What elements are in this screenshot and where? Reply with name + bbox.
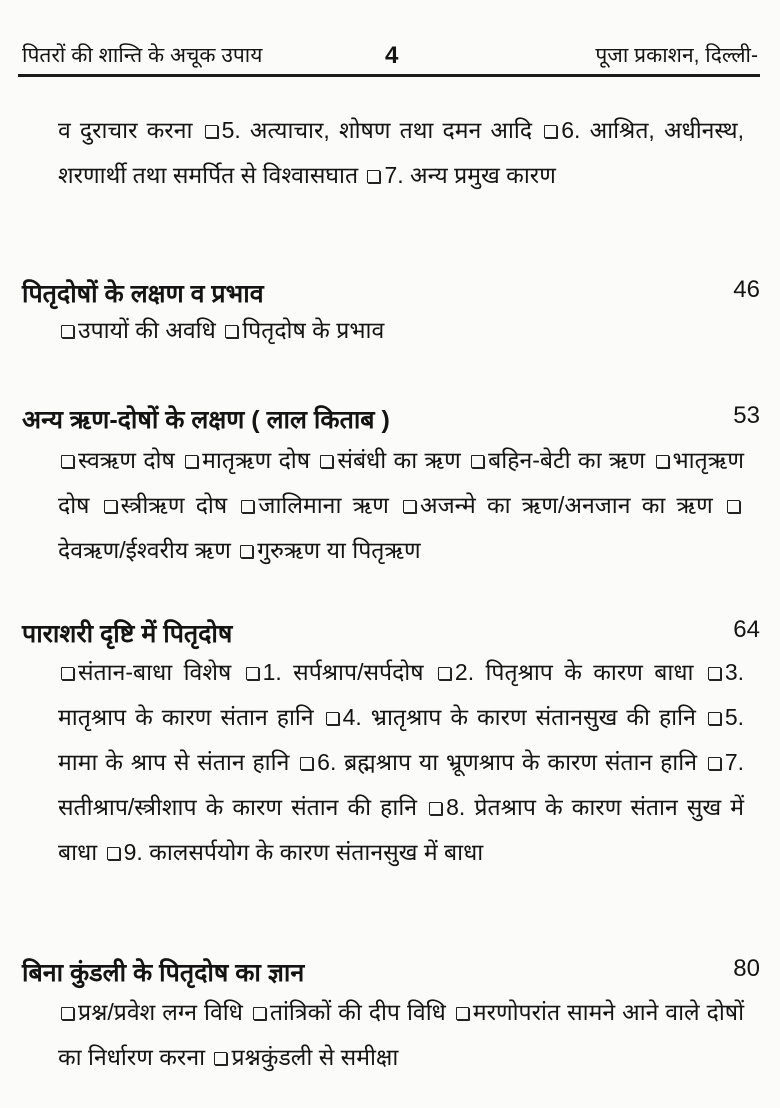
toc-entry-items (58, 990, 744, 1080)
running-head (22, 38, 758, 74)
toc-item: मरणोपरांत सामने आने वाले दोषों का निर्धारण करना (58, 999, 745, 1070)
checkbox-bullet-icon (240, 545, 253, 558)
checkbox-bullet-icon (104, 500, 117, 513)
checkbox-bullet-icon (367, 170, 380, 183)
toc-entry-items (58, 650, 744, 875)
checkbox-bullet-icon (438, 667, 451, 680)
toc-entry-page: 53 (733, 402, 760, 429)
toc-item: 3. मातृश्राप के कारण संतान हानि (58, 659, 744, 730)
checkbox-bullet-icon (185, 455, 198, 468)
checkbox-bullet-icon (320, 455, 333, 468)
page-number: 4 (385, 42, 399, 69)
toc-item: 1. सर्पश्राप/सर्पदोष (262, 659, 424, 685)
toc-item: जालिमाना ऋण (258, 492, 389, 518)
publisher: पूजा प्रकाशन, दिल्ली- (595, 44, 758, 67)
checkbox-bullet-icon (61, 325, 74, 338)
toc-entry-title: पितृदोषों के लक्षण व प्रभाव (22, 280, 264, 308)
toc-item: 7. अन्य प्रमुख कारण (384, 162, 556, 188)
toc-item: भातृऋण दोष (58, 447, 744, 518)
book-title: पितरों की शान्ति के अचूक उपाय (22, 44, 263, 67)
checkbox-bullet-icon (205, 125, 218, 138)
toc-entry-title: बिना कुंडली के पितृदोष का ज्ञान (22, 959, 305, 987)
checkbox-bullet-icon (708, 667, 721, 680)
checkbox-bullet-icon (656, 455, 669, 468)
checkbox-bullet-icon (544, 125, 557, 138)
checkbox-bullet-icon (708, 712, 721, 725)
checkbox-bullet-icon (225, 325, 238, 338)
toc-item: उपायों की अवधि (78, 317, 216, 343)
checkbox-bullet-icon (727, 500, 740, 513)
toc-item: पितृदोष के प्रभाव (242, 317, 385, 343)
toc-item: 9. कालसर्पयोग के कारण संतानसुख में बाधा (123, 839, 484, 865)
toc-item: गुरुऋण या पितृऋण (257, 537, 421, 563)
checkbox-bullet-icon (471, 455, 484, 468)
toc-item: अजन्मे का ऋण/अनजान का ऋण (420, 492, 713, 518)
toc-entry-title: पाराशरी दृष्टि में पितृदोष (22, 620, 233, 648)
checkbox-bullet-icon (61, 667, 74, 680)
toc-entry-page: 46 (733, 276, 760, 303)
toc-item: 4. भ्रातृश्राप के कारण संतानसुख की हानि (342, 704, 696, 730)
toc-item: संबंधी का ऋण (337, 447, 461, 473)
toc-item: स्वऋण दोष (78, 447, 175, 473)
checkbox-bullet-icon (456, 1007, 469, 1020)
checkbox-bullet-icon (214, 1052, 227, 1065)
toc-item: देवऋण/ईश्वरीय ऋण (58, 537, 231, 563)
checkbox-bullet-icon (403, 500, 416, 513)
toc-item: व दुराचार करना (58, 117, 193, 143)
toc-entry-items (58, 438, 744, 573)
toc-entry-page: 64 (733, 616, 760, 643)
toc-item: 6. ब्रह्मश्राप या भ्रूणश्राप के कारण संतान हानि (317, 749, 697, 775)
checkbox-bullet-icon (61, 455, 74, 468)
checkbox-bullet-icon (300, 757, 313, 770)
checkbox-bullet-icon (253, 1007, 266, 1020)
checkbox-bullet-icon (107, 847, 120, 860)
checkbox-bullet-icon (241, 500, 254, 513)
toc-item: 8. प्रेतश्राप के कारण संतान सुख में बाधा (58, 794, 744, 865)
toc-item: 5. मामा के श्राप से संतान हानि (58, 704, 745, 775)
toc-item: प्रश्न/प्रवेश लग्न विधि (78, 999, 243, 1025)
toc-item: प्रश्नकुंडली से समीक्षा (231, 1044, 399, 1070)
toc-item: 6. आश्रित, अधीनस्थ, शरणार्थी तथा समर्पित से विश्वासघात (58, 117, 744, 188)
continued-entry (58, 108, 744, 198)
checkbox-bullet-icon (246, 667, 259, 680)
toc-entry-page: 80 (733, 955, 760, 982)
toc-item: बहिन-बेटी का ऋण (488, 447, 646, 473)
toc-entry-title: अन्य ऋण-दोषों के लक्षण ( लाल किताब ) (22, 406, 390, 434)
checkbox-bullet-icon (708, 757, 721, 770)
checkbox-bullet-icon (429, 802, 442, 815)
toc-item: 7. सतीश्राप/स्त्रीशाप के कारण संतान की हानि (58, 749, 744, 820)
checkbox-bullet-icon (61, 1007, 74, 1020)
toc-item: 5. अत्याचार, शोषण तथा दमन आदि (221, 117, 533, 143)
toc-entry-items (58, 308, 744, 353)
toc-item: स्त्रीऋण दोष (120, 492, 228, 518)
checkbox-bullet-icon (326, 712, 339, 725)
toc-item: मातृऋण दोष (202, 447, 311, 473)
toc-item: 2. पितृश्राप के कारण बाधा (454, 659, 694, 685)
toc-item: संतान-बाधा विशेष (78, 659, 232, 685)
toc-item: तांत्रिकों की दीप विधि (269, 999, 446, 1025)
header-rule (18, 74, 760, 77)
